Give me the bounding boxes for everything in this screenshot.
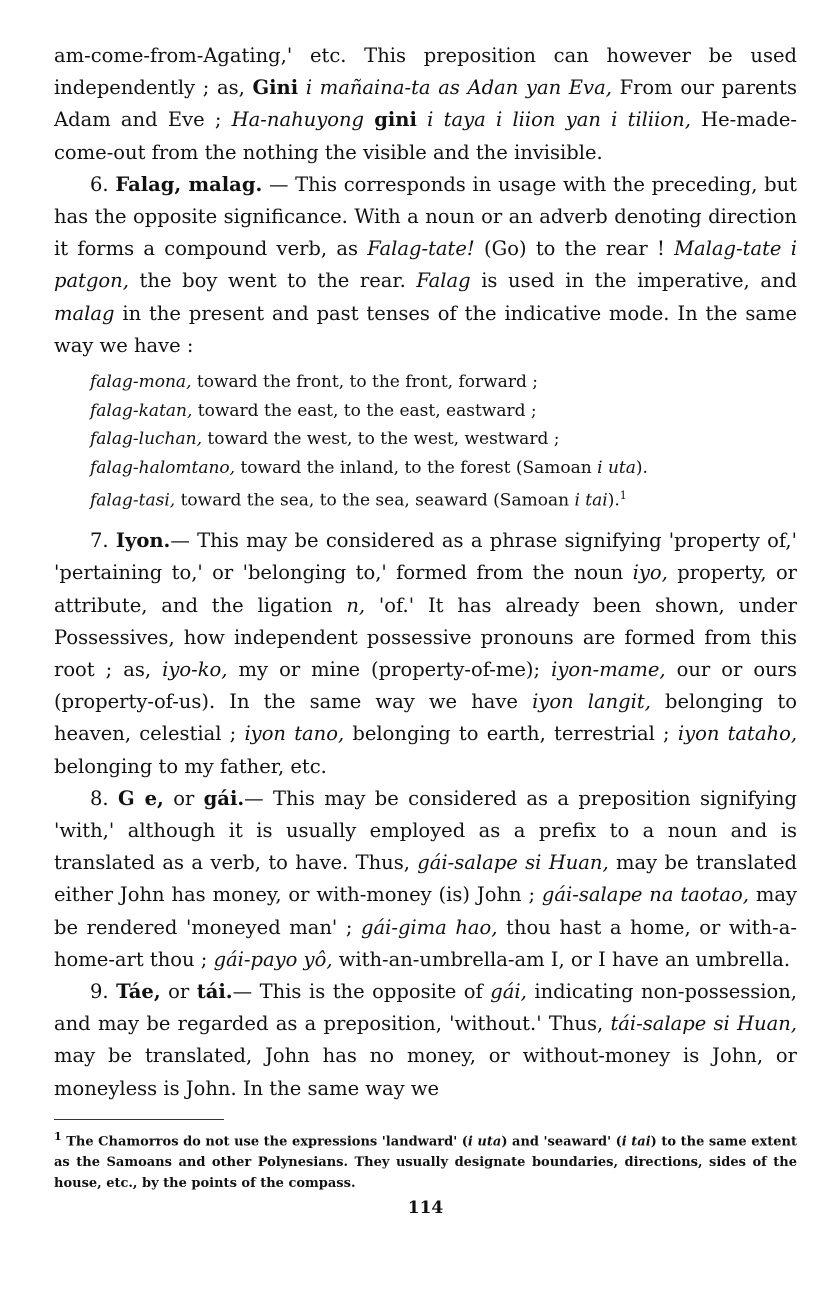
text-run: toward the sea, to the sea, seaward (Samoan [175, 490, 575, 511]
italic-term: i uta [467, 1134, 502, 1150]
text-run [364, 108, 374, 131]
text-run: (Go) to the rear ! [474, 237, 675, 261]
italic-term: gái-payo yô, [213, 947, 333, 971]
text-run: 7. [90, 529, 116, 553]
heading-term: tái. [196, 980, 233, 1004]
text-run: with-an-umbrella-am I, or I have an umbrella. [332, 947, 791, 971]
text-run: ). [635, 457, 648, 478]
text-run: — This may be considered as a preposition signifying 'with,' although it is usually employed as a prefix to a noun and is translated as a verb, to have. Thus, [54, 786, 797, 875]
italic-term: iyon tano, [244, 722, 345, 746]
italic-term: falag-katan, [90, 400, 193, 421]
footnote [54, 1126, 797, 1194]
italic-term: falag-mona, [90, 372, 192, 393]
text-run: toward the front, to the front, forward ; [191, 372, 538, 393]
text-run: my or mine (property-of-me); [227, 658, 552, 681]
heading-term: Falag, malag. [115, 172, 263, 196]
text-run: may be translated either John has money, or with-money (is) John ; [54, 851, 797, 907]
italic-term: iyo, [632, 561, 668, 585]
text-run: ) and 'seaward' ( [501, 1134, 622, 1150]
text-run: 9. [90, 980, 117, 1004]
body-text [54, 40, 797, 1105]
heading-term: Iyon. [115, 529, 171, 553]
text-run: He-made-come-out from the nothing the visible and the invisible. [54, 108, 797, 164]
list-item [90, 397, 797, 426]
text-run: ). [607, 490, 620, 511]
list-item [90, 482, 797, 515]
text-run: the boy went to the rear. [128, 269, 417, 293]
text-run: am-come-from-Agating,' etc. This preposition can however be used independently ; as, [54, 44, 797, 100]
text-run: or [160, 980, 197, 1004]
text-run: belonging to my father, etc. [54, 754, 327, 778]
section-6-falag-malag [54, 169, 797, 362]
falag-list [54, 368, 797, 515]
text-run: toward the east, to the east, eastward ; [192, 400, 537, 421]
heading-term: G e, [118, 786, 164, 810]
italic-term: gái, [490, 980, 527, 1004]
section-9-tae-tai [54, 976, 797, 1105]
heading-term: gái. [203, 786, 245, 810]
text-run: or [163, 786, 204, 810]
list-item [90, 368, 797, 397]
footnote-marker: 1 [619, 489, 627, 503]
text-run: 'of.' It has already been shown, under Possessives, how independent possessive pronouns are formed from this root ; as, [54, 593, 797, 681]
text-run: indicating non-possession, and may be regarded as a preposition, 'without.' Thus, [54, 980, 798, 1036]
text-run: belonging to earth, terrestrial ; [344, 722, 678, 746]
text-run: may be translated, John has no money, or without-money is John, or moneyless is John. In the same way we [54, 1044, 797, 1100]
text-run: toward the inland, to the forest (Samoan [235, 457, 598, 478]
page-number: 114 [407, 1198, 444, 1219]
heading-term: Táe, [116, 980, 161, 1004]
italic-term: i tai [574, 490, 608, 511]
text-run: — This may be considered as a phrase signifying 'property of,' 'pertaining to,' or 'belonging to,' formed from the noun [54, 529, 797, 585]
italic-term: tái-salape si Huan, [610, 1012, 797, 1036]
text-run [298, 76, 306, 99]
italic-term: falag-tasi, [90, 490, 176, 511]
section-7-iyon [54, 525, 797, 783]
text-run: 6. [90, 172, 116, 196]
italic-term: i taya i liion yan i tiliion, [427, 108, 691, 132]
text-run: ) to the same extent as the Samoans and other Polynesians. They usually designate boundaries, directions, sides of the house, etc., by the points of the compass. [54, 1134, 797, 1192]
heading-term: Gini [252, 76, 299, 100]
italic-term: falag-luchan, [90, 429, 202, 450]
italic-term: gái-salape si Huan, [417, 851, 609, 875]
footnote-divider [54, 1119, 224, 1120]
text-run: The Chamorros do not use the expressions 'landward' ( [61, 1134, 468, 1150]
list-item [90, 425, 797, 454]
footnote-marker: 1 [54, 1129, 62, 1143]
text-run: 8. [90, 786, 118, 810]
section-8-ge-gai [54, 783, 797, 976]
text-run: property, or attribute, and the ligation [54, 561, 798, 617]
italic-term: iyon langit, [532, 690, 651, 714]
text-run: belonging to heaven, celestial ; [54, 690, 798, 746]
italic-term: gái-salape na taotao, [541, 883, 749, 907]
text-run: may be rendered 'moneyed man' ; [54, 883, 797, 939]
text-run: — This is the opposite of [232, 980, 491, 1004]
italic-term: malag [54, 301, 115, 325]
italic-term: i tai [621, 1134, 651, 1150]
list-item [90, 454, 797, 483]
italic-term: iyon-mame, [551, 658, 666, 681]
italic-term: Falag-tate! [367, 237, 475, 261]
italic-term: falag-halomtano, [90, 457, 236, 478]
text-run: our or ours (property-of-us). In the same way we have [54, 658, 797, 714]
text-run: in the present and past tenses of the indicative mode. In the same way we have : [54, 301, 797, 357]
italic-term: iyo-ko, [162, 658, 228, 681]
text-run: — This corresponds in usage with the preceding, but has the opposite significance. With a noun or an adverb denoting direction it forms a compound verb, as [54, 172, 797, 261]
text-run: From our parents Adam and Eve ; [54, 76, 797, 132]
text-run [417, 108, 427, 131]
italic-term: Falag [416, 269, 471, 293]
text-run: thou hast a home, or with-a-home-art thou ; [54, 915, 797, 971]
italic-term: n, [346, 593, 366, 617]
italic-term: Ha-nahuyong [231, 108, 364, 132]
heading-term: gini [374, 108, 417, 132]
text-run: toward the west, to the west, westward ; [201, 429, 560, 450]
italic-term: iyon tataho, [677, 722, 798, 746]
italic-term: gái-gima hao, [361, 915, 498, 939]
text-run: is used in the imperative, and [470, 269, 797, 293]
italic-term: i mañaina-ta as Adan yan Eva, [305, 76, 612, 100]
italic-term: i uta [597, 457, 636, 478]
italic-term: Malag-tate i patgon, [54, 237, 797, 293]
opening-paragraph [54, 40, 797, 169]
